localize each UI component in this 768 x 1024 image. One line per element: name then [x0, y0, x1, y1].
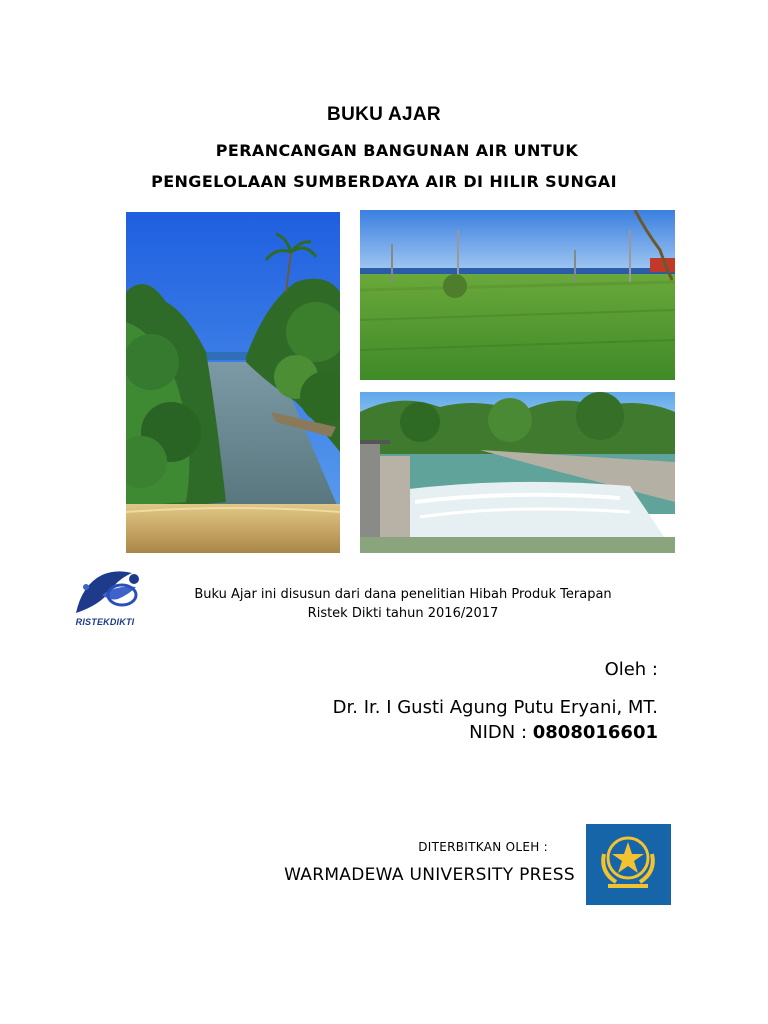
nidn-value: 0808016601 [532, 722, 658, 743]
rice-field-photo [360, 210, 675, 380]
publisher-name: WARMADEWA UNIVERSITY PRESS [284, 865, 575, 885]
publisher-label: DITERBITKAN OLEH : [418, 840, 548, 854]
book-subtitle-line1: PERANCANGAN BANGUNAN AIR UNTUK [215, 141, 579, 160]
author-name: Dr. Ir. I Gusti Agung Putu Eryani, MT. [332, 697, 658, 718]
funding-note [148, 585, 658, 623]
author-nidn [469, 722, 658, 743]
author-by-label: Oleh : [604, 659, 658, 680]
river-photo [126, 212, 340, 553]
book-title: BUKU AJAR [327, 104, 441, 125]
weir-dam-photo [360, 392, 675, 553]
funding-note-line2: Ristek Dikti tahun 2016/2017 [307, 606, 499, 621]
nidn-label: NIDN : [469, 722, 528, 743]
university-emblem [586, 824, 671, 905]
book-subtitle-line2: PENGELOLAAN SUMBERDAYA AIR DI HILIR SUNGAI [151, 172, 617, 191]
ristekdikti-logo [72, 565, 144, 631]
ristekdikti-logo-text: RISTEKDIKTI [75, 617, 135, 627]
funding-note-line1: Buku Ajar ini disusun dari dana penelitian Hibah Produk Terapan [194, 587, 612, 602]
